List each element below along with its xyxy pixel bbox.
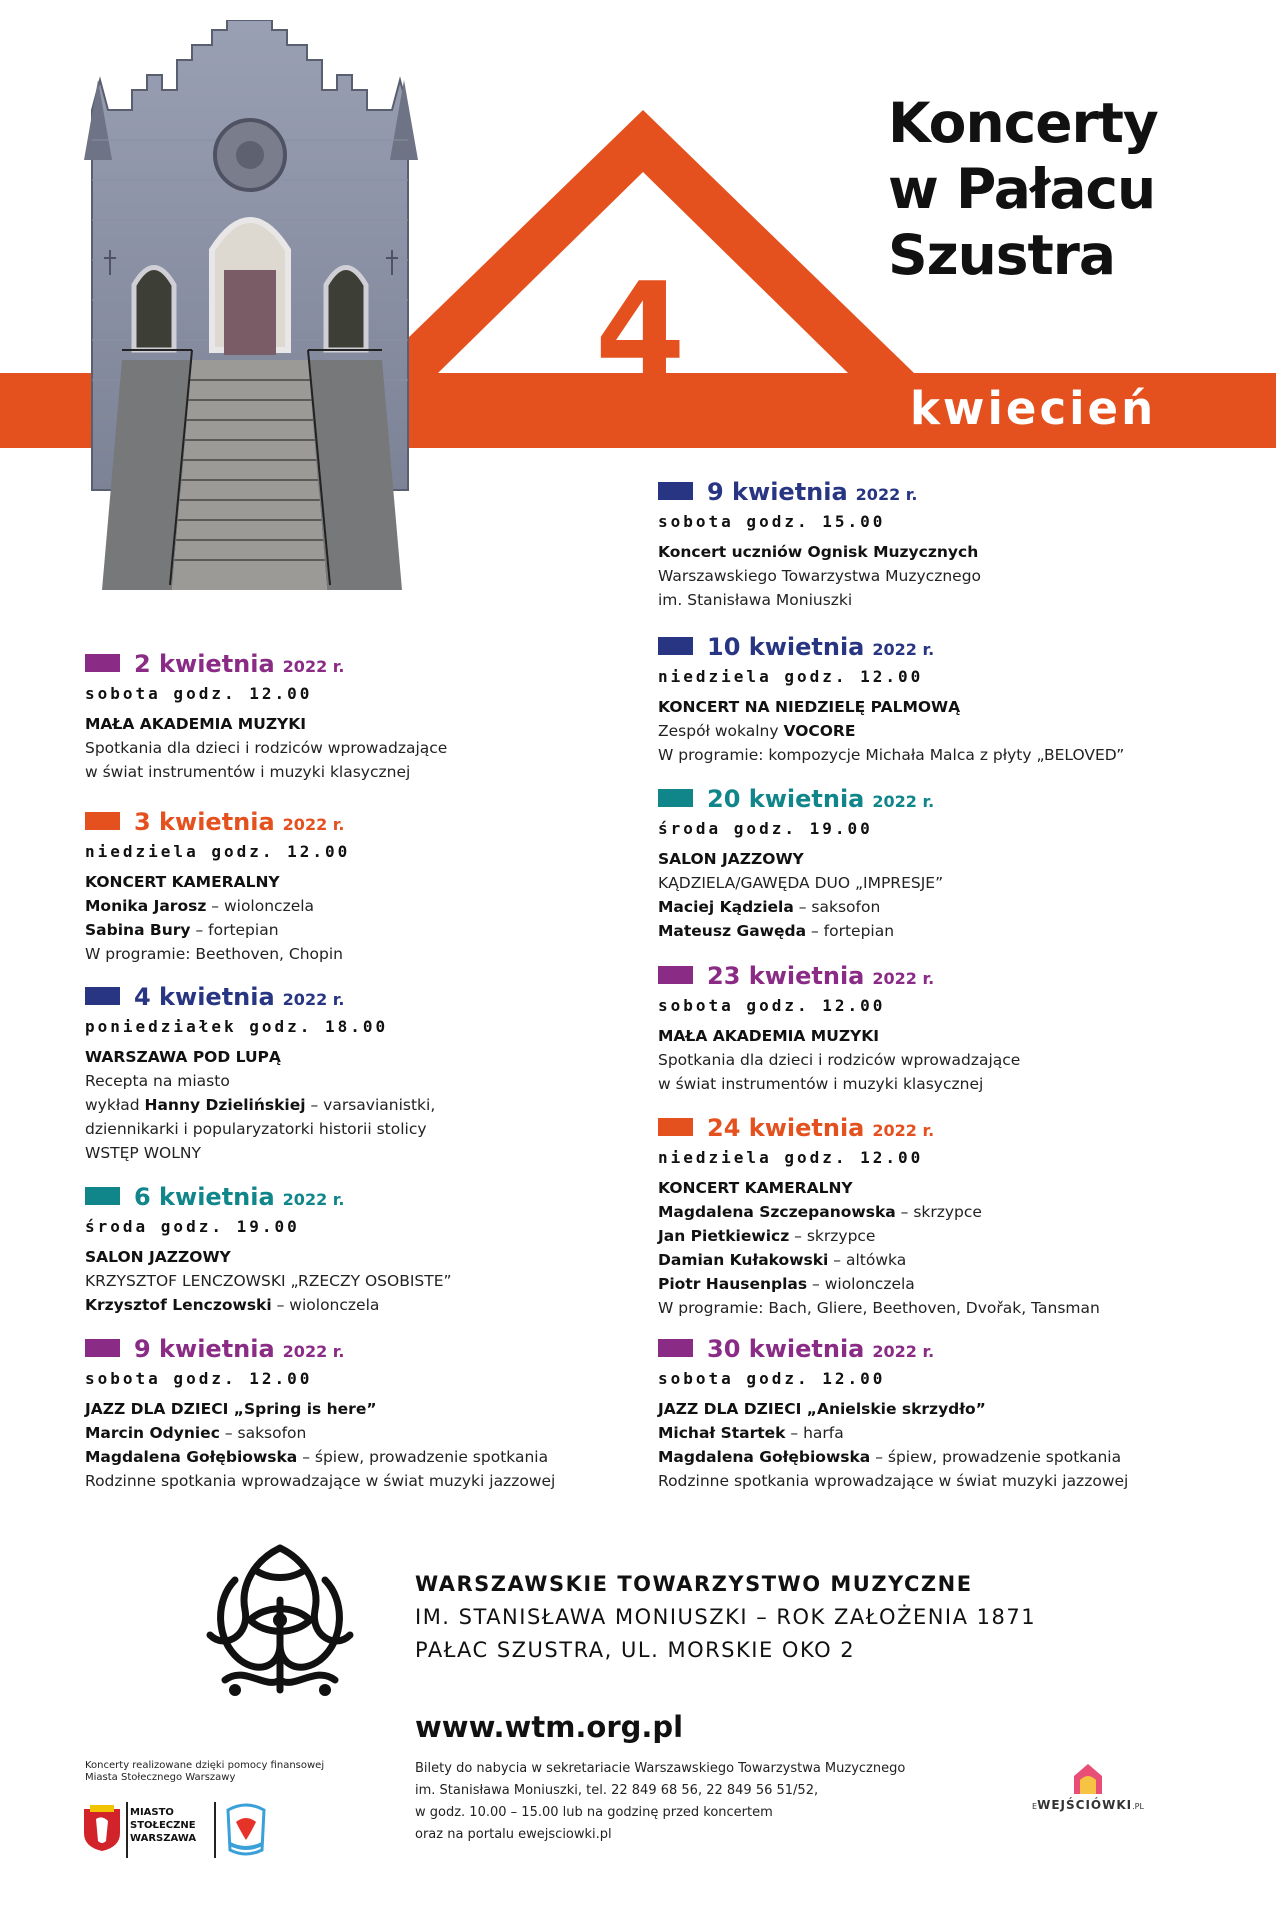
event-date: 20 kwietnia	[707, 785, 865, 813]
event-day-time: sobota godz. 15.00	[658, 512, 886, 531]
miasto-line: STOŁECZNE	[130, 1820, 196, 1831]
detail-text: – skrzypce	[895, 1203, 982, 1221]
detail-text: w świat instrumentów i muzyki klasycznej	[658, 1075, 984, 1093]
event-detail-line	[658, 719, 1218, 743]
event-day-time: niedziela godz. 12.00	[658, 667, 924, 686]
event-header	[658, 478, 1218, 508]
event-detail-line	[658, 1048, 1218, 1072]
event-color-marker	[658, 789, 693, 807]
event-color-marker	[85, 1187, 120, 1205]
event-item	[658, 962, 1218, 1096]
page-title	[888, 90, 1158, 288]
event-header	[658, 1335, 1218, 1365]
org-address: PAŁAC SZUSTRA, UL. MORSKIE OKO 2	[415, 1638, 856, 1662]
org-subtitle: IM. STANISŁAWA MONIUSZKI – ROK ZAŁOŻENIA 1871	[415, 1605, 1037, 1629]
event-detail-line	[85, 1069, 645, 1093]
detail-name: Sabina Bury	[85, 921, 191, 939]
detail-text: – altówka	[828, 1251, 907, 1269]
ticket-line: im. Stanisława Moniuszki, tel. 22 849 68 56, 22 849 56 51/52,	[415, 1783, 819, 1798]
event-title: MAŁA AKADEMIA MUZYKI	[85, 715, 307, 733]
event-detail-line	[658, 1224, 1218, 1248]
event-title: WARSZAWA POD LUPĄ	[85, 1048, 281, 1066]
detail-text: Rodzinne spotkania wprowadzające w świat muzyki jazzowej	[85, 1472, 556, 1490]
event-header	[658, 962, 1218, 992]
event-detail-line	[85, 942, 645, 966]
event-date: 6 kwietnia	[134, 1183, 275, 1211]
detail-text: – wiolonczela	[206, 897, 315, 915]
event-detail-line	[658, 1200, 1218, 1224]
organization-info	[415, 1568, 1036, 1667]
org-name: WARSZAWSKIE TOWARZYSTWO MUZYCZNE	[415, 1572, 973, 1596]
event-detail-line	[85, 1445, 645, 1469]
detail-text: WSTĘP WOLNY	[85, 1144, 201, 1162]
detail-text: – skrzypce	[789, 1227, 876, 1245]
event-day-time: sobota godz. 12.00	[85, 684, 313, 703]
title-line-1: Koncerty	[888, 91, 1158, 155]
detail-name: Magdalena Gołębiowska	[85, 1448, 298, 1466]
event-item	[658, 478, 1218, 612]
event-detail-line	[658, 919, 1218, 943]
event-detail-line	[85, 1293, 645, 1317]
event-detail-line	[85, 760, 645, 784]
event-date: 4 kwietnia	[134, 983, 275, 1011]
event-title: Koncert uczniów Ognisk Muzycznych	[658, 543, 979, 561]
event-header	[85, 1183, 645, 1213]
event-date: 2 kwietnia	[134, 650, 275, 678]
detail-name: Jan Pietkiewicz	[658, 1227, 790, 1245]
wtm-emblem-logo	[195, 1540, 365, 1705]
event-detail-line	[85, 1141, 645, 1165]
event-year: 2022 r.	[282, 1190, 345, 1209]
detail-name: Magdalena Szczepanowska	[658, 1203, 896, 1221]
event-header	[85, 1335, 645, 1365]
event-item	[658, 633, 1218, 767]
event-detail-line	[85, 1117, 645, 1141]
detail-text: – harfa	[785, 1424, 844, 1442]
event-color-marker	[658, 1339, 693, 1357]
event-detail-line	[85, 1093, 645, 1117]
event-year: 2022 r.	[855, 485, 918, 504]
event-title: JAZZ DLA DZIECI „Anielskie skrzydło”	[658, 1400, 986, 1418]
detail-name: Mateusz Gawęda	[658, 922, 807, 940]
event-title: KONCERT NA NIEDZIELĘ PALMOWĄ	[658, 698, 961, 716]
event-year: 2022 r.	[282, 990, 345, 1009]
event-title: KONCERT KAMERALNY	[658, 1179, 853, 1197]
ticket-line: w godz. 10.00 – 15.00 lub na godzinę przed koncertem	[415, 1805, 773, 1820]
event-detail-line	[658, 1445, 1218, 1469]
detail-text: – saksofon	[219, 1424, 307, 1442]
sponsor-line: Koncerty realizowane dzięki pomocy finansowej	[85, 1760, 325, 1771]
ewejsciowki-prefix: E	[1032, 1802, 1038, 1811]
detail-name: Damian Kułakowski	[658, 1251, 829, 1269]
event-detail-line	[658, 895, 1218, 919]
miasto-line: WARSZAWA	[130, 1833, 197, 1844]
detail-text: KĄDZIELA/GAWĘDA DUO „IMPRESJE”	[658, 874, 944, 892]
event-day-time: sobota godz. 12.00	[85, 1369, 313, 1388]
detail-text: im. Stanisława Moniuszki	[658, 591, 853, 609]
detail-text: Rodzinne spotkania wprowadzające w świat muzyki jazzowej	[658, 1472, 1129, 1490]
detail-text: Spotkania dla dzieci i rodziców wprowadzające	[85, 739, 448, 757]
website-link[interactable]: www.wtm.org.pl	[415, 1710, 684, 1744]
detail-prefix: Zespół wokalny	[658, 722, 784, 740]
warsaw-crest-logo	[82, 1805, 122, 1853]
event-item	[85, 650, 645, 784]
event-item	[658, 1114, 1218, 1320]
event-detail-line	[658, 1469, 1218, 1493]
event-detail-line	[85, 918, 645, 942]
event-detail-line	[658, 871, 1218, 895]
event-header	[658, 785, 1218, 815]
logo-divider	[126, 1802, 128, 1858]
event-detail-line	[658, 564, 1218, 588]
event-year: 2022 r.	[282, 657, 345, 676]
ewejsciowki-logo-text	[1018, 1798, 1158, 1812]
detail-name: Magdalena Gołębiowska	[658, 1448, 871, 1466]
event-detail-line	[658, 1296, 1218, 1320]
event-color-marker	[85, 987, 120, 1005]
detail-text: Recepta na miasto	[85, 1072, 230, 1090]
event-day-time: środa godz. 19.00	[85, 1217, 300, 1236]
ticket-line: Bilety do nabycia w sekretariacie Warszawskiego Towarzystwa Muzycznego	[415, 1761, 906, 1776]
detail-text: Spotkania dla dzieci i rodziców wprowadzające	[658, 1051, 1021, 1069]
detail-text: dziennikarki i popularyzatorki historii stolicy	[85, 1120, 427, 1138]
event-color-marker	[658, 482, 693, 500]
detail-text: – śpiew, prowadzenie spotkania	[297, 1448, 549, 1466]
detail-text: – fortepian	[190, 921, 279, 939]
detail-text: W programie: Bach, Gliere, Beethoven, Dvořak, Tansman	[658, 1299, 1100, 1317]
detail-text: w świat instrumentów i muzyki klasycznej	[85, 763, 411, 781]
event-date: 9 kwietnia	[707, 478, 848, 506]
event-year: 2022 r.	[872, 792, 935, 811]
warsaw-city-logo-text	[130, 1806, 196, 1845]
event-detail-line	[85, 736, 645, 760]
detail-name: Hanny Dzielińskiej	[144, 1096, 306, 1114]
event-color-marker	[85, 1339, 120, 1357]
miasto-line: MIASTO	[130, 1807, 174, 1818]
title-line-3: Szustra	[888, 223, 1116, 287]
event-detail-line	[658, 1072, 1218, 1096]
detail-name: Michał Startek	[658, 1424, 786, 1442]
detail-name: Krzysztof Lenczowski	[85, 1296, 272, 1314]
event-day-time: sobota godz. 12.00	[658, 996, 886, 1015]
event-detail-line	[85, 894, 645, 918]
event-color-marker	[658, 966, 693, 984]
event-year: 2022 r.	[872, 1121, 935, 1140]
detail-text: – śpiew, prowadzenie spotkania	[870, 1448, 1122, 1466]
event-date: 23 kwietnia	[707, 962, 865, 990]
sponsor-line: Miasta Stołecznego Warszawy	[85, 1772, 236, 1783]
event-year: 2022 r.	[872, 640, 935, 659]
sponsor-note	[85, 1760, 324, 1784]
event-detail-line	[658, 588, 1218, 612]
event-color-marker	[658, 637, 693, 655]
event-item	[85, 983, 645, 1165]
event-detail-line	[658, 743, 1218, 767]
ticket-line: oraz na portalu ewejsciowki.pl	[415, 1827, 612, 1842]
event-title: KONCERT KAMERALNY	[85, 873, 280, 891]
event-year: 2022 r.	[872, 969, 935, 988]
event-year: 2022 r.	[872, 1342, 935, 1361]
event-detail-line	[85, 1269, 645, 1293]
event-header	[658, 633, 1218, 663]
detail-text: W programie: kompozycje Michała Malca z płyty „BELOVED”	[658, 746, 1125, 764]
event-color-marker	[85, 654, 120, 672]
detail-text: Warszawskiego Towarzystwa Muzycznego	[658, 567, 982, 585]
detail-text: – wiolonczela	[807, 1275, 915, 1293]
event-item	[658, 1335, 1218, 1493]
event-day-time: środa godz. 19.00	[658, 819, 873, 838]
event-date: 3 kwietnia	[134, 808, 275, 836]
event-date: 10 kwietnia	[707, 633, 865, 661]
event-detail-line	[85, 1421, 645, 1445]
event-title: SALON JAZZOWY	[658, 850, 804, 868]
event-item	[85, 1335, 645, 1493]
event-detail-line	[85, 1469, 645, 1493]
detail-name: VOCORE	[783, 722, 856, 740]
event-item	[658, 785, 1218, 943]
detail-text: – varsavianistki,	[305, 1096, 436, 1114]
event-color-marker	[658, 1118, 693, 1136]
detail-text: – saksofon	[793, 898, 881, 916]
ewejsciowki-logo-icon	[1070, 1760, 1106, 1796]
detail-text: KRZYSZTOF LENCZOWSKI „RZECZY OSOBISTE”	[85, 1272, 452, 1290]
palace-building-image	[62, 20, 442, 590]
ewejsciowki-name: WEJŚCIÓWKI	[1037, 1798, 1133, 1812]
event-date: 9 kwietnia	[134, 1335, 275, 1363]
event-year: 2022 r.	[282, 1342, 345, 1361]
ewejsciowki-suffix: .PL	[1132, 1802, 1144, 1811]
detail-prefix: wykład	[85, 1096, 145, 1114]
detail-text: W programie: Beethoven, Chopin	[85, 945, 343, 963]
logo-divider	[214, 1802, 216, 1858]
event-item	[85, 808, 645, 966]
event-item	[85, 1183, 645, 1317]
detail-name: Marcin Odyniec	[85, 1424, 220, 1442]
event-detail-line	[658, 1272, 1218, 1296]
title-line-2: w Pałacu	[888, 157, 1156, 221]
month-number-underline	[582, 423, 708, 437]
event-header	[85, 983, 645, 1013]
event-day-time: poniedziałek godz. 18.00	[85, 1017, 389, 1036]
month-label: kwiecień	[910, 382, 1157, 435]
event-color-marker	[85, 812, 120, 830]
detail-name: Monika Jarosz	[85, 897, 207, 915]
event-title: MAŁA AKADEMIA MUZYKI	[658, 1027, 880, 1045]
event-day-time: niedziela godz. 12.00	[658, 1148, 924, 1167]
event-detail-line	[658, 1248, 1218, 1272]
ticket-info	[415, 1758, 905, 1846]
event-day-time: niedziela godz. 12.00	[85, 842, 351, 861]
event-title: SALON JAZZOWY	[85, 1248, 231, 1266]
detail-text: – fortepian	[806, 922, 895, 940]
event-title: JAZZ DLA DZIECI „Spring is here”	[85, 1400, 377, 1418]
event-header	[85, 808, 645, 838]
event-date: 24 kwietnia	[707, 1114, 865, 1142]
event-day-time: sobota godz. 12.00	[658, 1369, 886, 1388]
detail-name: Maciej Kądziela	[658, 898, 794, 916]
detail-text: – wiolonczela	[271, 1296, 380, 1314]
zakochaj-sie-w-warszawie-logo	[222, 1800, 270, 1858]
event-date: 30 kwietnia	[707, 1335, 865, 1363]
month-number: 4	[595, 254, 686, 406]
event-detail-line	[658, 1421, 1218, 1445]
event-year: 2022 r.	[282, 815, 345, 834]
detail-name: Piotr Hausenplas	[658, 1275, 808, 1293]
event-header	[85, 650, 645, 680]
event-header	[658, 1114, 1218, 1144]
